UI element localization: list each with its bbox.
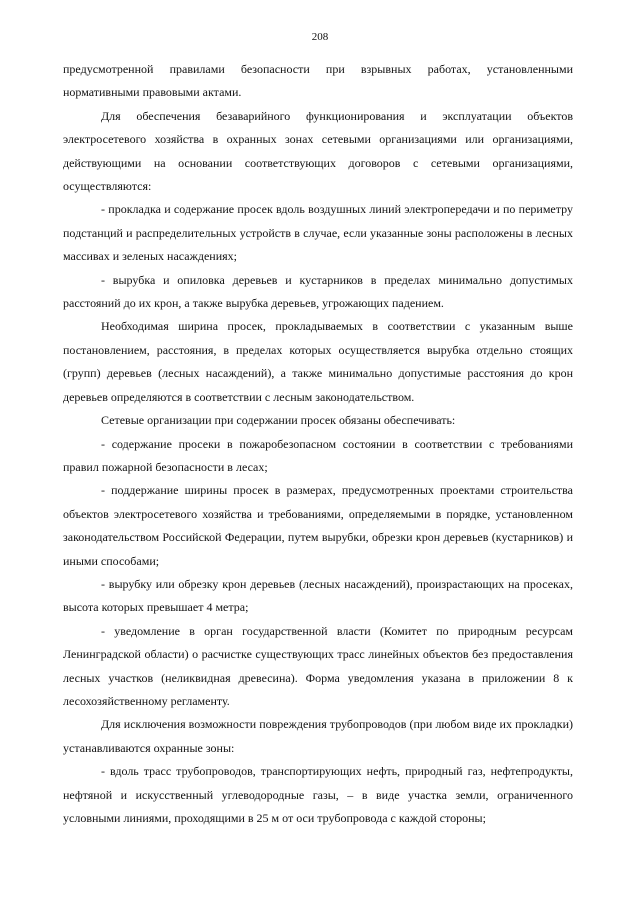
paragraph: Для исключения возможности повреждения трубопроводов (при любом виде их прокладки) устанавливаются охранные зоны: bbox=[63, 717, 573, 755]
paragraph: предусмотренной правилами безопасности при взрывных работах, установленными нормативными правовыми актами. bbox=[63, 62, 573, 100]
paragraph: Необходимая ширина просек, прокладываемых в соответствии с указанным выше постановлением, расстояния, в пределах которых осуществляется вырубка отдельно стоящих (групп) деревьев (лесных насаждений), а также минимально допустимые расстояния до крон деревьев определяются в соответствии с лесным законодательством. bbox=[63, 319, 573, 404]
paragraph: - прокладка и содержание просек вдоль воздушных линий электропередачи и по периметру подстанций и распределительных устройств в случае, если указанные зоны расположены в лесных массивах и зеленых насаждениях; bbox=[63, 202, 573, 264]
paragraph: - поддержание ширины просек в размерах, предусмотренных проектами строительства объектов электросетевого хозяйства и требованиями, определяемыми в порядке, установленном законодательством Российской Федерации, путем вырубки, обрезки крон деревьев (кустарников) и иными способами; bbox=[63, 483, 573, 568]
page-number: 208 bbox=[311, 31, 329, 43]
paragraph: Сетевые организации при содержании просек обязаны обеспечивать: bbox=[101, 413, 456, 428]
paragraph: - вырубка и опиловка деревьев и кустарников в пределах минимально допустимых расстояний до их крон, а также вырубка деревьев, угрожающих падением. bbox=[63, 272, 573, 311]
paragraph: - уведомление в орган государственной власти (Комитет по природным ресурсам Ленинградской области) о расчистке существующих трасс линейных объектов без предоставления лесных участков (неликвидная древесина). Форма уведомления указана в приложении 8 к лесохозяйственному регламенту. bbox=[63, 623, 573, 708]
paragraph: - вырубку или обрезку крон деревьев (лесных насаждений), произрастающих на просеках, высота которых превышает 4 метра; bbox=[63, 576, 573, 615]
paragraph: - содержание просеки в пожаробезопасном состоянии в соответствии с требованиями правил пожарной безопасности в лесах; bbox=[63, 436, 573, 474]
paragraph: Для обеспечения безаварийного функционирования и эксплуатации объектов электросетевого хозяйства в охранных зонах сетевыми организациями или организациями, действующими на основании соответствующих договоров с сетевыми организациями, осуществляются: bbox=[63, 108, 573, 194]
document-body bbox=[63, 58, 573, 830]
paragraph: - вдоль трасс трубопроводов, транспортирующих нефть, природный газ, нефтепродукты, нефтяной и искусственный углеводородные газы, – в виде участка земли, ограниченного условными линиями, проходящими в 25 м от оси трубопровода с каждой стороны; bbox=[63, 764, 573, 825]
